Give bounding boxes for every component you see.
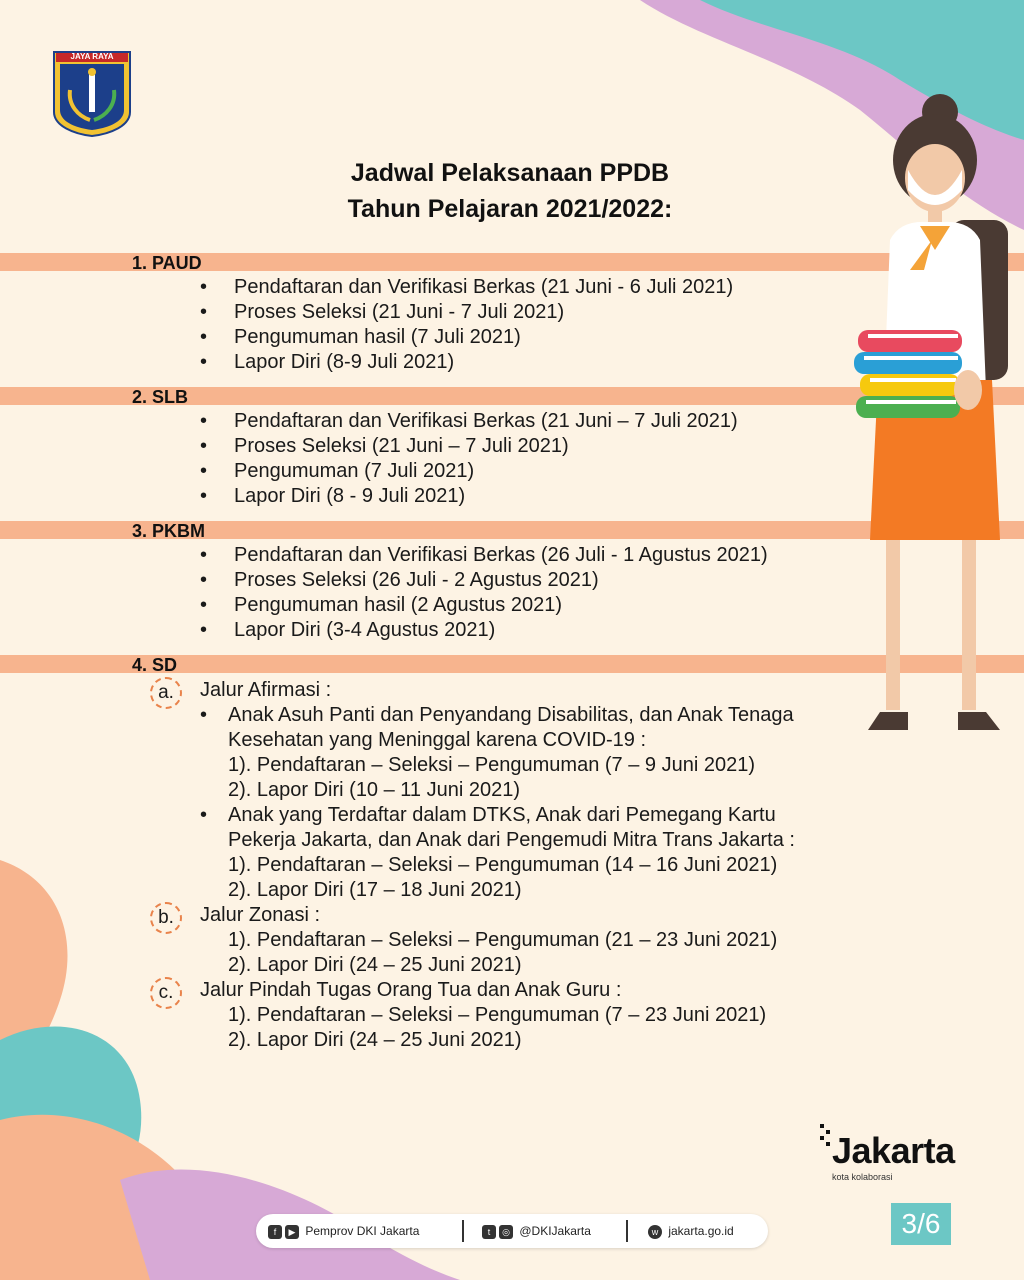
- list-item: • Pengumuman (7 Juli 2021): [200, 460, 475, 482]
- social-footer: [256, 1214, 768, 1248]
- afirmasi-group2-line2: Pekerja Jakarta, dan Anak dari Pengemudi Mitra Trans Jakarta :: [228, 829, 795, 851]
- list-item: • Pendaftaran dan Verifikasi Berkas (21 Juni – 7 Juli 2021): [200, 410, 738, 432]
- jalur-afirmasi-label: Jalur Afirmasi :: [200, 679, 332, 701]
- jalur-zonasi-label: Jalur Zonasi :: [200, 904, 321, 926]
- pindah-tugas-step1: 1). Pendaftaran – Seleksi – Pengumuman (7 – 23 Juni 2021): [228, 1004, 767, 1026]
- afirmasi-group2-line1: Anak yang Terdaftar dalam DTKS, Anak dari Pemegang Kartu: [228, 804, 776, 826]
- globe-icon: w: [648, 1225, 662, 1239]
- facebook-icon: f: [268, 1225, 282, 1239]
- page-title-line1: Jadwal Pelaksanaan PPDB: [350, 159, 670, 187]
- bullet-dot-icon: •: [200, 804, 208, 826]
- afirmasi-group1-line1: Anak Asuh Panti dan Penyandang Disabilitas, dan Anak Tenaga: [228, 704, 794, 726]
- jakarta-brand-logo: [818, 1122, 988, 1184]
- marker-b: b.: [150, 902, 182, 934]
- afirmasi-group2-step2: 2). Lapor Diri (17 – 18 Juni 2021): [228, 879, 522, 901]
- footer-divider: [626, 1220, 628, 1242]
- youtube-icon: ▶: [285, 1225, 299, 1239]
- afirmasi-group2-step1: 1). Pendaftaran – Seleksi – Pengumuman (14 – 16 Juni 2021): [228, 854, 778, 876]
- list-item: • Pengumuman hasil (2 Agustus 2021): [200, 594, 562, 616]
- brand-tagline: kota kolaborasi: [832, 1172, 893, 1182]
- section-heading-pkbm: 3. PKBM: [132, 521, 206, 541]
- zonasi-step2: 2). Lapor Diri (24 – 25 Juni 2021): [228, 954, 522, 976]
- list-item: • Pendaftaran dan Verifikasi Berkas (26 Juli - 1 Agustus 2021): [200, 544, 768, 566]
- list-item: • Lapor Diri (3-4 Agustus 2021): [200, 619, 496, 641]
- footer-website-text: jakarta.go.id: [668, 1224, 734, 1238]
- brand-dots-icon: [818, 1122, 832, 1162]
- student-illustration-icon: [850, 90, 1020, 740]
- footer-facebook-text: Pemprov DKI Jakarta: [305, 1224, 420, 1238]
- afirmasi-group1-step1: 1). Pendaftaran – Seleksi – Pengumuman (7 – 9 Juni 2021): [228, 754, 755, 776]
- section-heading-slb: 2. SLB: [132, 387, 189, 407]
- twitter-icon: t: [482, 1225, 496, 1239]
- footer-facebook-youtube[interactable]: [268, 1214, 419, 1248]
- section-heading-paud: 1. PAUD: [132, 253, 202, 273]
- logo-text: JAYA RAYA: [70, 52, 114, 61]
- afirmasi-group1-line2: Kesehatan yang Meninggal karena COVID-19 :: [228, 729, 647, 751]
- marker-c: c.: [150, 977, 182, 1009]
- instagram-icon: ◎: [499, 1225, 513, 1239]
- footer-twitter-text: @DKIJakarta: [519, 1224, 591, 1238]
- page-title-line2: Tahun Pelajaran 2021/2022:: [347, 195, 673, 223]
- page-number-badge: 3/6: [891, 1203, 951, 1245]
- bullet-dot-icon: •: [200, 704, 208, 726]
- footer-divider: [462, 1220, 464, 1242]
- zonasi-step1: 1). Pendaftaran – Seleksi – Pengumuman (21 – 23 Juni 2021): [228, 929, 778, 951]
- footer-website[interactable]: [648, 1214, 734, 1248]
- footer-twitter-instagram[interactable]: [482, 1214, 591, 1248]
- jakarta-emblem-icon: [52, 50, 132, 138]
- marker-a: a.: [150, 677, 182, 709]
- jalur-pindah-tugas-label: Jalur Pindah Tugas Orang Tua dan Anak Guru :: [200, 979, 622, 1001]
- list-item: • Lapor Diri (8-9 Juli 2021): [200, 351, 455, 373]
- brand-name: Jakarta: [832, 1130, 955, 1171]
- list-item: • Proses Seleksi (21 Juni - 7 Juli 2021): [200, 301, 565, 323]
- pindah-tugas-step2: 2). Lapor Diri (24 – 25 Juni 2021): [228, 1029, 522, 1051]
- list-item: • Proses Seleksi (21 Juni – 7 Juli 2021): [200, 435, 569, 457]
- afirmasi-group1-step2: 2). Lapor Diri (10 – 11 Juni 2021): [228, 779, 521, 801]
- list-item: • Pendaftaran dan Verifikasi Berkas (21 Juni - 6 Juli 2021): [200, 276, 734, 298]
- list-item: • Proses Seleksi (26 Juli - 2 Agustus 2021): [200, 569, 599, 591]
- list-item: • Pengumuman hasil (7 Juli 2021): [200, 326, 521, 348]
- section-heading-sd: 4. SD: [132, 655, 178, 675]
- list-item: • Lapor Diri (8 - 9 Juli 2021): [200, 485, 466, 507]
